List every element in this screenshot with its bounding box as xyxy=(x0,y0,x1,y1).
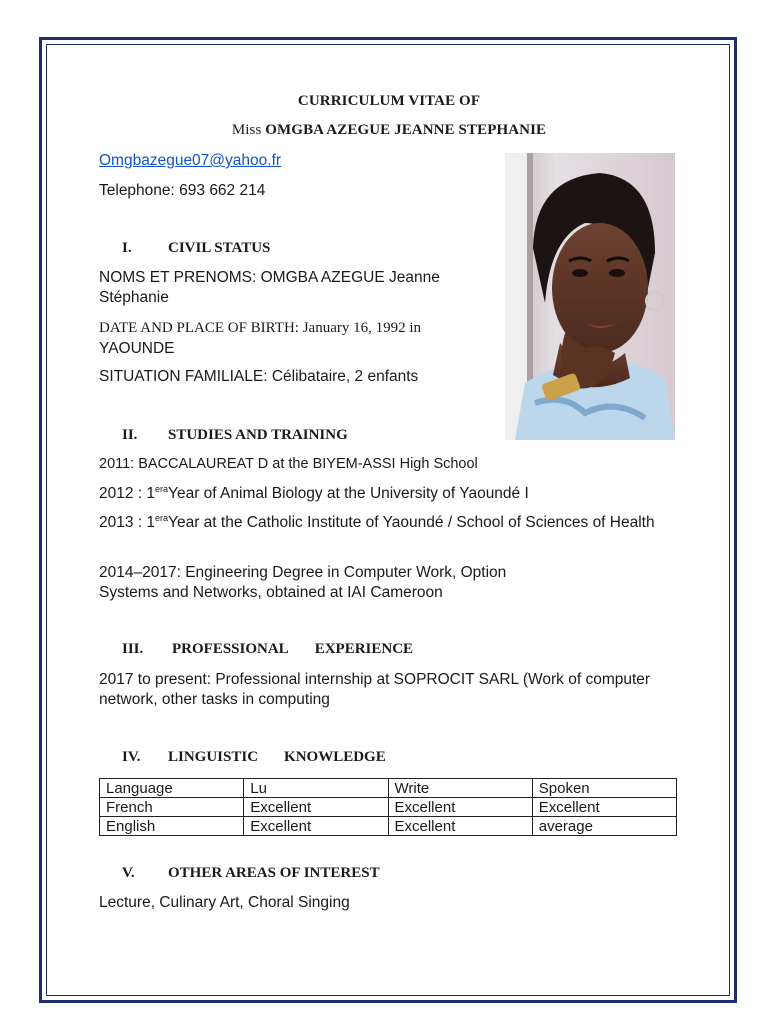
section-linguistic xyxy=(122,749,386,766)
civil-birth xyxy=(99,318,489,358)
cv-name xyxy=(99,122,679,139)
birth-label: DATE AND PLACE OF BIRTH xyxy=(99,320,295,336)
section-number: II. xyxy=(122,427,138,443)
study-superscript: era xyxy=(155,484,169,494)
study-desc-line2: Systems and Networks, obtained at IAI Cameroon xyxy=(99,583,443,601)
study-year: 2012 : 1 xyxy=(99,485,156,502)
study-item xyxy=(99,484,529,504)
study-item xyxy=(99,513,659,533)
section-title: CIVIL STATUS xyxy=(168,240,271,256)
table-cell: Excellent xyxy=(388,817,532,836)
section-title-part: PROFESSIONAL xyxy=(172,641,289,657)
table-cell: French xyxy=(100,798,244,817)
study-desc: Year of Animal Biology at the University of Yaoundé I xyxy=(168,485,529,502)
table-row xyxy=(100,817,677,836)
study-desc: Year at the Catholic Institute of Yaoundé / School of Sciences of Health xyxy=(168,514,655,531)
table-header-cell: Lu xyxy=(244,779,388,798)
section-interests xyxy=(122,865,380,882)
study-year: 2013 : 1 xyxy=(99,514,156,531)
section-title-part: KNOWLEDGE xyxy=(284,749,386,765)
full-name: OMGBA AZEGUE JEANNE STEPHANIE xyxy=(265,122,547,138)
interests-text: Lecture, Culinary Art, Choral Singing xyxy=(99,894,350,911)
telephone: Telephone: 693 662 214 xyxy=(99,182,266,199)
email-link[interactable]: Omgbazegue07@yahoo.fr xyxy=(99,152,282,169)
table-cell: Excellent xyxy=(532,798,676,817)
section-title-part: LINGUISTIC xyxy=(168,749,259,765)
table-header-row xyxy=(100,779,677,798)
name-prefix: Miss xyxy=(231,122,262,138)
birth-place: YAOUNDE xyxy=(99,339,175,357)
table-header-cell: Write xyxy=(388,779,532,798)
study-desc-line1: 2014–2017: Engineering Degree in Computer Work, Option xyxy=(99,564,507,581)
table-cell: Excellent xyxy=(244,798,388,817)
table-cell: Excellent xyxy=(244,817,388,836)
cv-title: CURRICULUM VITAE OF xyxy=(297,93,481,109)
section-title: STUDIES AND TRAINING xyxy=(168,427,348,443)
language-table xyxy=(99,778,677,836)
table-row xyxy=(100,798,677,817)
civil-family-status: SITUATION FAMILIALE: Célibataire, 2 enfants xyxy=(99,368,419,385)
section-number: III. xyxy=(122,641,144,657)
section-studies xyxy=(122,427,348,444)
section-number: V. xyxy=(122,865,135,881)
table-cell: English xyxy=(100,817,244,836)
study-item: 2011: BACCALAUREAT D at the BIYEM-ASSI High School xyxy=(99,456,478,472)
section-number: I. xyxy=(122,240,132,256)
profile-photo xyxy=(505,153,675,440)
table-header-cell: Language xyxy=(100,779,244,798)
birth-date: : January 16, 1992 in xyxy=(294,320,422,336)
section-title: OTHER AREAS OF INTEREST xyxy=(168,865,380,881)
section-title-part: EXPERIENCE xyxy=(314,641,414,657)
section-experience xyxy=(122,641,413,658)
experience-item: 2017 to present: Professional internship at SOPROCIT SARL (Work of computer network, other tasks in computing xyxy=(99,671,651,708)
table-cell: Excellent xyxy=(388,798,532,817)
section-number: IV. xyxy=(122,749,141,765)
section-civil-status xyxy=(122,240,270,257)
table-header-cell: Spoken xyxy=(532,779,676,798)
civil-names: NOMS ET PRENOMS: OMGBA AZEGUE Jeanne Stéphanie xyxy=(99,269,440,306)
study-item xyxy=(99,563,569,602)
study-superscript: era xyxy=(155,513,169,523)
table-cell: average xyxy=(532,817,676,836)
